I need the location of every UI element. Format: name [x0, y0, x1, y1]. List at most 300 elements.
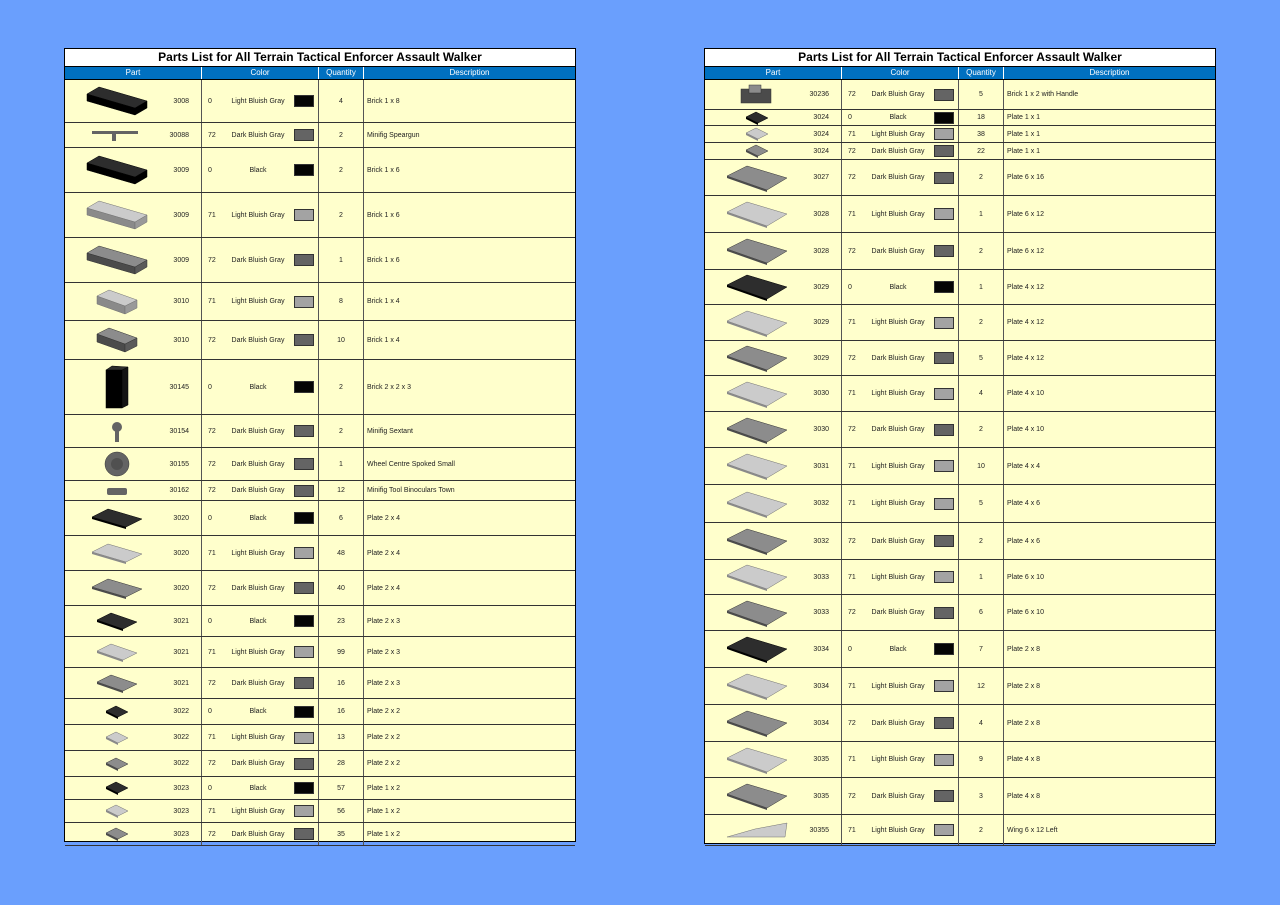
color-swatch	[294, 425, 314, 437]
part-image	[71, 283, 163, 320]
color-cell	[842, 778, 959, 814]
header-quantity: Quantity	[319, 67, 364, 79]
color-cell	[202, 238, 319, 282]
table-row	[65, 571, 575, 606]
color-swatch	[934, 208, 954, 220]
color-swatch	[934, 680, 954, 692]
part-image	[711, 376, 803, 411]
color-cell	[202, 283, 319, 320]
part-image	[71, 415, 163, 447]
color-name: Dark Bluish Gray	[871, 91, 925, 98]
part-cell	[65, 238, 202, 282]
part-number: 30355	[809, 826, 829, 834]
color-name: Light Bluish Gray	[231, 549, 285, 557]
part-number: 3034	[813, 719, 829, 727]
description-cell: Plate 2 x 2	[367, 760, 401, 767]
part-number: 30155	[169, 460, 189, 468]
color-name: Black	[889, 645, 907, 653]
description-cell: Brick 1 x 6	[367, 211, 400, 219]
table-row	[705, 631, 1215, 668]
color-id: 71	[848, 756, 856, 763]
description-cell: Plate 6 x 12	[1007, 247, 1044, 255]
part-image	[711, 341, 803, 375]
header-description: Description	[449, 68, 490, 77]
color-cell	[842, 80, 959, 109]
color-name: Dark Bluish Gray	[871, 719, 925, 727]
color-name: Dark Bluish Gray	[231, 830, 285, 838]
color-id: 71	[208, 734, 216, 741]
header-description: Description	[1089, 68, 1130, 77]
color-id: 0	[848, 114, 852, 121]
color-name: Light Bluish Gray	[871, 319, 925, 326]
color-cell	[842, 143, 959, 159]
color-name: Dark Bluish Gray	[231, 336, 285, 344]
part-cell	[705, 560, 842, 594]
part-image	[711, 778, 803, 814]
color-swatch	[934, 112, 954, 124]
color-name: Light Bluish Gray	[231, 97, 285, 105]
color-swatch	[934, 571, 954, 583]
quantity-cell: 4	[319, 80, 364, 122]
color-name: Black	[889, 283, 907, 291]
color-id: 72	[208, 760, 216, 767]
color-id: 0	[208, 97, 212, 105]
header-quantity: Quantity	[959, 67, 1004, 79]
description-cell: Plate 4 x 4	[1007, 462, 1041, 470]
table-row	[65, 606, 575, 637]
sheet-title: Parts List for All Terrain Tactical Enforcer Assault Walker	[65, 49, 575, 67]
quantity-cell: 2	[319, 193, 364, 237]
description-cell: Brick 2 x 2 x 3	[367, 383, 411, 391]
color-name: Dark Bluish Gray	[871, 609, 925, 616]
part-image	[71, 238, 163, 282]
quantity-cell: 12	[319, 481, 364, 500]
color-name: Light Bluish Gray	[871, 462, 925, 470]
part-number: 3035	[813, 792, 829, 800]
part-image	[711, 815, 803, 845]
color-id: 72	[848, 609, 856, 616]
color-cell	[202, 777, 319, 799]
color-swatch	[934, 643, 954, 655]
part-number: 3022	[173, 760, 189, 767]
part-cell	[705, 143, 842, 159]
color-swatch	[294, 164, 314, 176]
color-cell	[842, 341, 959, 375]
part-cell	[65, 800, 202, 822]
quantity-cell: 2	[319, 415, 364, 447]
part-number: 30236	[809, 91, 829, 98]
color-swatch	[934, 535, 954, 547]
table-row	[65, 777, 575, 800]
part-image	[711, 270, 803, 304]
part-cell	[705, 126, 842, 142]
part-number: 3024	[813, 130, 829, 138]
quantity-cell: 3	[959, 778, 1004, 814]
color-cell	[842, 560, 959, 594]
part-image	[711, 412, 803, 447]
color-name: Black	[249, 617, 267, 625]
part-image	[711, 523, 803, 559]
color-id: 72	[208, 830, 216, 838]
color-cell	[842, 631, 959, 667]
part-image	[711, 485, 803, 522]
table-row	[705, 412, 1215, 448]
table-row	[705, 270, 1215, 305]
part-cell	[705, 523, 842, 559]
color-swatch	[294, 706, 314, 718]
color-swatch	[294, 254, 314, 266]
quantity-cell: 1	[319, 448, 364, 480]
table-row	[65, 283, 575, 321]
part-number: 3031	[813, 462, 829, 470]
header-part: Part	[65, 67, 202, 79]
part-cell	[65, 501, 202, 535]
part-number: 3021	[173, 648, 189, 656]
part-number: 3009	[173, 211, 189, 219]
color-cell	[842, 160, 959, 195]
part-image	[71, 536, 163, 570]
table-row	[65, 415, 575, 448]
color-swatch	[934, 128, 954, 140]
color-cell	[202, 725, 319, 750]
color-cell	[202, 501, 319, 535]
part-cell	[705, 595, 842, 630]
description-cell: Plate 1 x 2	[367, 784, 401, 792]
table-row	[705, 196, 1215, 233]
table-row	[705, 143, 1215, 160]
part-number: 30088	[169, 131, 189, 139]
color-swatch	[294, 677, 314, 689]
description-cell: Plate 2 x 2	[367, 734, 401, 741]
table-row	[65, 448, 575, 481]
quantity-cell: 23	[319, 606, 364, 636]
part-number: 30154	[169, 427, 189, 435]
table-row	[705, 560, 1215, 595]
color-swatch	[934, 790, 954, 802]
description-cell: Minifig Speargun	[367, 131, 420, 139]
color-cell	[202, 448, 319, 480]
part-image	[71, 823, 163, 845]
part-image	[71, 123, 163, 147]
part-number: 3034	[813, 682, 829, 690]
part-number: 3029	[813, 283, 829, 291]
description-cell: Plate 6 x 12	[1007, 210, 1044, 218]
quantity-cell: 5	[959, 341, 1004, 375]
part-image	[71, 606, 163, 636]
header-color: Color	[842, 67, 959, 79]
color-name: Light Bluish Gray	[871, 500, 925, 507]
description-cell: Plate 2 x 3	[367, 679, 401, 687]
color-id: 0	[848, 283, 852, 291]
color-id: 72	[848, 426, 856, 433]
color-cell	[842, 376, 959, 411]
table-row	[65, 725, 575, 751]
part-image	[711, 631, 803, 667]
part-cell	[705, 110, 842, 125]
part-number: 30162	[169, 487, 189, 494]
quantity-cell: 2	[319, 123, 364, 147]
quantity-cell: 57	[319, 777, 364, 799]
part-number: 3010	[173, 336, 189, 344]
color-id: 72	[208, 584, 216, 592]
part-number: 3021	[173, 679, 189, 687]
table-row	[65, 80, 575, 123]
color-swatch	[294, 334, 314, 346]
part-number: 30145	[169, 383, 189, 391]
description-cell: Plate 2 x 4	[367, 549, 401, 557]
part-number: 3034	[813, 645, 829, 653]
part-cell	[705, 376, 842, 411]
description-cell: Plate 6 x 16	[1007, 174, 1044, 181]
part-image	[71, 481, 163, 500]
part-cell	[705, 668, 842, 704]
color-swatch	[934, 145, 954, 157]
color-swatch	[294, 782, 314, 794]
color-name: Light Bluish Gray	[871, 573, 925, 581]
color-swatch	[294, 615, 314, 627]
color-id: 71	[208, 648, 216, 656]
part-number: 3020	[173, 549, 189, 557]
quantity-cell: 28	[319, 751, 364, 776]
part-cell	[705, 80, 842, 109]
color-cell	[842, 110, 959, 125]
color-cell	[842, 485, 959, 522]
color-name: Black	[249, 383, 267, 391]
color-name: Dark Bluish Gray	[231, 427, 285, 435]
color-id: 72	[848, 792, 856, 800]
part-cell	[65, 321, 202, 359]
description-cell: Plate 6 x 10	[1007, 609, 1044, 616]
part-image	[71, 637, 163, 667]
color-swatch	[294, 828, 314, 840]
part-cell	[65, 823, 202, 845]
header-color: Color	[202, 67, 319, 79]
color-cell	[842, 305, 959, 340]
color-swatch	[934, 607, 954, 619]
part-image	[71, 448, 163, 480]
parts-table-body	[705, 80, 1215, 846]
description-cell: Plate 4 x 8	[1007, 756, 1041, 763]
part-cell	[705, 742, 842, 777]
description-cell: Plate 1 x 2	[367, 830, 401, 838]
table-row	[705, 668, 1215, 705]
part-image	[71, 360, 163, 414]
description-cell: Brick 1 x 6	[367, 256, 400, 264]
part-cell	[705, 196, 842, 232]
quantity-cell: 10	[959, 448, 1004, 484]
table-row	[705, 233, 1215, 270]
quantity-cell: 16	[319, 668, 364, 698]
description-cell: Plate 1 x 1	[1007, 130, 1041, 138]
color-cell	[202, 80, 319, 122]
table-row	[65, 751, 575, 777]
color-id: 71	[848, 210, 856, 218]
table-row	[65, 148, 575, 193]
part-cell	[65, 606, 202, 636]
color-swatch	[934, 89, 954, 101]
table-row	[65, 800, 575, 823]
table-row	[705, 778, 1215, 815]
color-id: 72	[208, 336, 216, 344]
description-cell: Plate 4 x 6	[1007, 537, 1041, 545]
table-row	[705, 341, 1215, 376]
color-id: 0	[208, 383, 212, 391]
color-cell	[842, 412, 959, 447]
color-swatch	[294, 209, 314, 221]
table-row	[705, 523, 1215, 560]
color-id: 72	[848, 247, 856, 255]
part-number: 3023	[173, 784, 189, 792]
quantity-cell: 56	[319, 800, 364, 822]
color-cell	[842, 668, 959, 704]
table-row	[705, 110, 1215, 126]
quantity-cell: 48	[319, 536, 364, 570]
color-swatch	[294, 758, 314, 770]
part-cell	[705, 631, 842, 667]
description-cell: Plate 1 x 1	[1007, 114, 1041, 121]
color-cell	[202, 123, 319, 147]
color-id: 72	[848, 147, 856, 155]
table-row	[65, 668, 575, 699]
color-swatch	[934, 717, 954, 729]
part-number: 3033	[813, 609, 829, 616]
color-name: Dark Bluish Gray	[871, 426, 925, 433]
color-name: Light Bluish Gray	[231, 648, 285, 656]
part-cell	[705, 485, 842, 522]
color-cell	[842, 270, 959, 304]
color-cell	[842, 126, 959, 142]
part-cell	[65, 448, 202, 480]
description-cell: Plate 4 x 10	[1007, 426, 1044, 433]
part-cell	[65, 668, 202, 698]
color-cell	[842, 595, 959, 630]
table-row	[65, 123, 575, 148]
quantity-cell: 8	[319, 283, 364, 320]
quantity-cell: 10	[319, 321, 364, 359]
quantity-cell: 4	[959, 705, 1004, 741]
color-cell	[202, 148, 319, 192]
part-number: 3032	[813, 537, 829, 545]
part-number: 3030	[813, 390, 829, 397]
part-image	[711, 126, 803, 142]
quantity-cell: 1	[959, 196, 1004, 232]
part-cell	[65, 193, 202, 237]
quantity-cell: 1	[319, 238, 364, 282]
color-swatch	[934, 754, 954, 766]
color-swatch	[294, 582, 314, 594]
part-number: 3021	[173, 617, 189, 625]
color-id: 71	[848, 682, 856, 690]
color-swatch	[934, 824, 954, 836]
color-cell	[202, 360, 319, 414]
description-cell: Minifig Tool Binoculars Town	[367, 487, 455, 494]
part-cell	[705, 305, 842, 340]
color-swatch	[294, 381, 314, 393]
part-image	[711, 595, 803, 630]
table-row	[65, 823, 575, 846]
color-id: 71	[848, 390, 856, 397]
color-name: Dark Bluish Gray	[231, 460, 285, 468]
color-id: 0	[208, 514, 212, 522]
quantity-cell: 1	[959, 270, 1004, 304]
quantity-cell: 18	[959, 110, 1004, 125]
part-image	[71, 751, 163, 776]
part-cell	[65, 777, 202, 799]
quantity-cell: 35	[319, 823, 364, 845]
color-swatch	[294, 547, 314, 559]
table-row	[65, 360, 575, 415]
description-cell: Wing 6 x 12 Left	[1007, 826, 1058, 834]
color-id: 72	[848, 719, 856, 727]
part-number: 3035	[813, 756, 829, 763]
color-id: 71	[208, 807, 216, 815]
color-name: Light Bluish Gray	[871, 390, 925, 397]
part-number: 3027	[813, 174, 829, 181]
color-cell	[202, 606, 319, 636]
description-cell: Plate 4 x 8	[1007, 792, 1041, 800]
color-swatch	[294, 646, 314, 658]
color-name: Light Bluish Gray	[871, 130, 925, 138]
part-cell	[65, 415, 202, 447]
part-image	[711, 143, 803, 159]
part-number: 3033	[813, 573, 829, 581]
color-id: 0	[208, 784, 212, 792]
part-cell	[705, 233, 842, 269]
color-cell	[202, 637, 319, 667]
color-id: 0	[848, 645, 852, 653]
color-id: 71	[848, 462, 856, 470]
quantity-cell: 2	[959, 160, 1004, 195]
quantity-cell: 2	[959, 815, 1004, 845]
color-cell	[842, 815, 959, 845]
color-name: Light Bluish Gray	[871, 826, 925, 834]
quantity-cell: 5	[959, 485, 1004, 522]
color-cell	[202, 415, 319, 447]
part-number: 3020	[173, 514, 189, 522]
color-cell	[842, 448, 959, 484]
part-image	[71, 800, 163, 822]
color-id: 72	[208, 131, 216, 139]
table-row	[705, 595, 1215, 631]
part-image	[711, 305, 803, 340]
color-name: Light Bluish Gray	[231, 807, 285, 815]
description-cell: Plate 1 x 2	[367, 807, 401, 815]
table-row	[705, 305, 1215, 341]
parts-list-sheet-left	[64, 48, 576, 842]
description-cell: Wheel Centre Spoked Small	[367, 460, 455, 468]
color-name: Dark Bluish Gray	[871, 354, 925, 362]
color-name: Light Bluish Gray	[871, 682, 925, 690]
quantity-cell: 2	[959, 412, 1004, 447]
color-id: 72	[848, 91, 856, 98]
color-id: 72	[208, 487, 216, 494]
quantity-cell: 13	[319, 725, 364, 750]
color-name: Dark Bluish Gray	[231, 256, 285, 264]
color-cell	[202, 800, 319, 822]
color-swatch	[294, 485, 314, 497]
color-swatch	[294, 732, 314, 744]
part-cell	[65, 123, 202, 147]
color-swatch	[294, 129, 314, 141]
description-cell: Brick 1 x 4	[367, 336, 400, 344]
color-name: Black	[249, 708, 267, 715]
part-image	[71, 148, 163, 192]
color-cell	[842, 705, 959, 741]
quantity-cell: 12	[959, 668, 1004, 704]
quantity-cell: 7	[959, 631, 1004, 667]
parts-table-body	[65, 80, 575, 846]
color-name: Dark Bluish Gray	[231, 487, 285, 494]
